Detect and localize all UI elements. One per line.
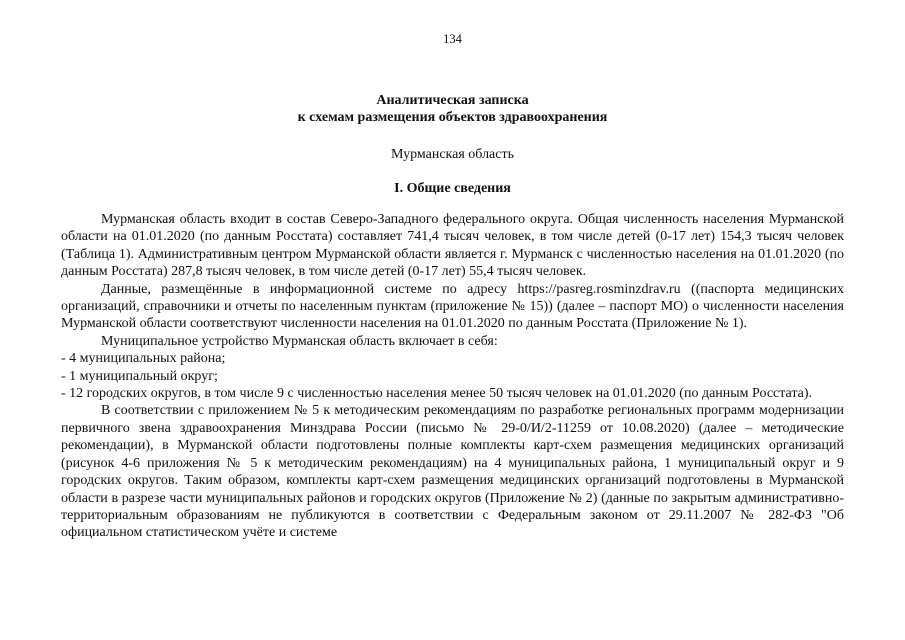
list-item: - 12 городских округов, в том числе 9 с численностью населения менее 50 тысяч человек на 01.01.2020 (по данным Росстата).: [61, 386, 813, 402]
paragraph-municipal-structure: Муниципальное устройство Мурманская область включает в себя:: [101, 333, 498, 349]
list-item: - 1 муниципальный округ;: [61, 368, 218, 384]
paragraph-passport-data: Данные, размещённые в информационной системе по адресу https://pasreg.rosminzdrav.ru ((паспорта медицинских организаций, справочники и отчеты по населенным пунктам (приложение № 15)) (далее – паспорт МО) о численности населения Мурманской области соответствуют численности населения на 01.01.2020 по данным Росстата (Приложение № 1).: [61, 281, 844, 332]
page-number: 134: [443, 32, 462, 46]
list-item: - 4 муниципальных района;: [61, 351, 226, 367]
title-line-2: к схемам размещения объектов здравоохранения: [297, 110, 608, 125]
document-title: [60, 92, 845, 126]
paragraph-population: Мурманская область входит в состав Северо-Западного федерального округа. Общая численность населения Мурманской области на 01.01.2020 (по данным Росстата) составляет 741,4 тысяч человек, в том числе детей (0-17 лет) 154,3 тысяч человек (Таблица 1). Административным центром Мурманской области является г. Мурманск с численностью населения на 01.01.2020 (по данным Росстата) 287,8 тысяч человек, в том числе детей (0-17 лет) 55,4 тысяч человек.: [61, 212, 844, 280]
body-text: [61, 211, 844, 542]
region-name: Мурманская область: [390, 147, 514, 162]
title-line-1: Аналитическая записка: [376, 93, 529, 108]
paragraph-map-schemes: В соответствии с приложением № 5 к методическим рекомендациям по разработке региональных программ модернизации первичного звена здравоохранения Минздрава России (письмо № 29-0/И/2-11259 от 10.08.2020) (далее – методические рекомендации), в Мурманской области подготовлены полные комплекты карт-схем размещения медицинских организаций (рисунок 4-6 приложения № 5 к методическим рекомендациям) на 4 муниципальных района, 1 муниципальный округ и 9 городских округов. Таким образом, комплекты карт-схем размещения медицинских организаций подготовлены в Мурманской области в разрезе части муниципальных районов и городских округов (Приложение № 2) (данные по закрытым административно-территориальным образованиям не публикуются в соответствии с Федеральным законом от 29.11.2007 № 282-ФЗ "Об официальном статистическом учёте и системе: [61, 403, 844, 541]
section-heading: I. Общие сведения: [394, 181, 511, 196]
